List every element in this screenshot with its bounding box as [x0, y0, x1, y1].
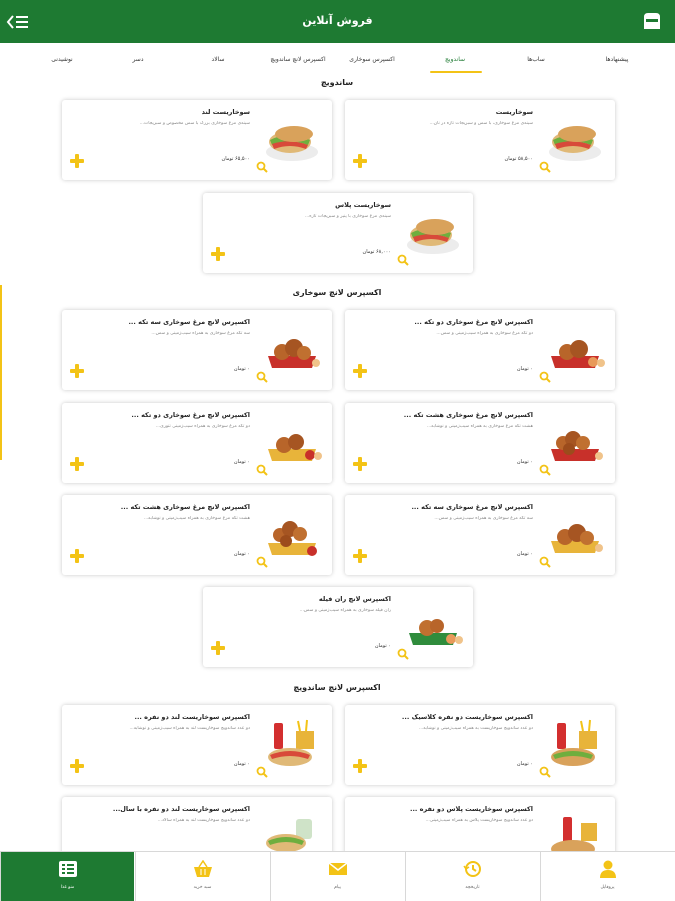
item-price: ۰ تومان	[233, 551, 250, 557]
subway-logo-icon	[641, 10, 663, 32]
item-description: سه تکه مرغ سوخاری به همراه سیب‌زمینی و سس...	[434, 516, 533, 521]
zoom-icon[interactable]	[256, 464, 268, 476]
item-description: دو عدد ساندویچ سوخاریست لند به همراه سیب‌زمینی و نوشابه...	[129, 726, 250, 731]
item-name: اکسپرس لانچ مرغ سوخاری سه تکه ...	[411, 503, 533, 511]
profile-icon	[598, 860, 618, 878]
item-name: سوخاریست	[495, 108, 533, 116]
sandwich-image	[260, 108, 324, 172]
item-description: سینه‌ی مرغ سوخاری بزرگ با سس مخصوص و سبزیجات...	[139, 121, 250, 126]
item-description: هشت تکه مرغ سوخاری به همراه سیب‌زمینی و نوشابه...	[426, 424, 533, 429]
add-to-cart-button[interactable]	[211, 247, 225, 261]
item-name: اکسپرس لانچ ران فیله	[318, 595, 391, 603]
add-to-cart-button[interactable]	[353, 154, 367, 168]
menu-list-icon	[58, 860, 78, 878]
item-name: اکسپرس لانچ مرغ سوخاری هشت تکه ...	[120, 503, 250, 511]
tab-drinks[interactable]: نوشیدنی	[51, 56, 73, 63]
item-description: سینه‌ی مرغ سوخاری با پنیر و سبزیجات تازه...	[304, 214, 391, 219]
item-price: ۰ تومان	[233, 761, 250, 767]
item-description: دو تکه مرغ سوخاری به همراه سیب‌زمینی و سس...	[436, 331, 533, 336]
item-price: ۶۸,۰۰۰ تومان	[362, 249, 391, 255]
add-to-cart-button[interactable]	[353, 759, 367, 773]
fried-chicken-image	[543, 318, 607, 382]
menu-item-card[interactable]	[62, 705, 332, 785]
item-description: دو عدد ساندویچ سوخاریست به همراه سیب‌زمینی و نوشابه...	[418, 726, 533, 731]
nav-food-menu[interactable]	[0, 852, 134, 901]
zoom-icon[interactable]	[539, 371, 551, 383]
basket-icon	[193, 860, 213, 878]
menu-item-card[interactable]	[345, 705, 615, 785]
fried-chicken-image	[260, 411, 324, 475]
item-price: ۰ تومان	[516, 366, 533, 372]
section-title: اکسپرس لانچ ساندویچ	[293, 683, 381, 692]
item-description: ران فیله سوخاری به همراه سیب‌زمینی و سس...	[299, 608, 391, 613]
add-to-cart-button[interactable]	[70, 457, 84, 471]
nav-messages[interactable]	[270, 852, 404, 901]
menu-item-card[interactable]	[62, 100, 332, 180]
category-tabs	[0, 43, 675, 77]
nav-label: پروفایل	[600, 885, 615, 890]
fried-chicken-image	[401, 595, 465, 659]
item-name: اکسپرس لانچ مرغ سوخاری هشت تکه ...	[403, 411, 533, 419]
item-description: دو عدد ساندویچ سوخاریست لند به همراه سالاد...	[157, 818, 250, 823]
item-price: ۰ تومان	[233, 366, 250, 372]
combo-meal-image	[260, 713, 324, 777]
item-price: ۵۸,۵۰۰ تومان	[504, 156, 533, 162]
menu-item-card[interactable]	[62, 403, 332, 483]
tab-subs[interactable]: ساب‌ها	[527, 56, 545, 63]
section-title: اکسپرس لانچ سوخاری	[292, 288, 382, 297]
item-description: دو عدد ساندویچ سوخاریست پلاس به همراه سیب‌زمینی...	[425, 818, 533, 823]
item-price: ۰ تومان	[516, 551, 533, 557]
section-title: ساندویچ	[320, 78, 354, 87]
add-to-cart-button[interactable]	[70, 549, 84, 563]
history-icon	[463, 860, 483, 878]
item-description: هشت تکه مرغ سوخاری به همراه سیب‌زمینی و نوشابه...	[143, 516, 250, 521]
menu-item-card[interactable]	[203, 193, 473, 273]
nav-label: منو غذا	[60, 885, 75, 890]
item-description: سینه‌ی مرغ سوخاری، با سس و سبزیجات تازه در نان...	[429, 121, 533, 126]
menu-item-card[interactable]	[345, 100, 615, 180]
item-price: ۰ تومان	[374, 643, 391, 649]
item-name: اکسپرس سوخاریست لند دو نفره با سال...	[112, 805, 250, 813]
item-name: اکسپرس سوخاریست لند دو نفره ...	[134, 713, 250, 721]
zoom-icon[interactable]	[256, 766, 268, 778]
nav-label: پیام	[334, 885, 341, 890]
nav-history[interactable]	[405, 852, 539, 901]
sandwich-image	[401, 201, 465, 265]
nav-label: تاریخچه	[465, 885, 480, 890]
item-name: سوخاریست لند	[201, 108, 250, 116]
zoom-icon[interactable]	[397, 254, 409, 266]
tab-salad[interactable]: سالاد	[211, 56, 225, 63]
tab-express-fried[interactable]: اکسپرس سوخاری	[349, 56, 395, 63]
add-to-cart-button[interactable]	[70, 364, 84, 378]
item-description: سه تکه مرغ سوخاری به همراه سیب‌زمینی و سس...	[151, 331, 250, 336]
fried-chicken-image	[543, 411, 607, 475]
add-to-cart-button[interactable]	[70, 759, 84, 773]
tab-dessert[interactable]: دسر	[132, 56, 144, 63]
tab-sandwich[interactable]: ساندویچ	[444, 56, 466, 63]
page-title: فروش آنلاین	[302, 14, 373, 27]
item-price: ۰ تومان	[516, 761, 533, 767]
combo-meal-image	[543, 713, 607, 777]
item-description: دو تکه مرغ سوخاری به همراه سیب‌زمینی تنوری...	[155, 424, 250, 429]
zoom-icon[interactable]	[256, 371, 268, 383]
bottom-navigation	[0, 851, 675, 901]
menu-item-card[interactable]	[203, 587, 473, 667]
active-tab-indicator	[430, 71, 482, 73]
item-price: ۰ تومان	[233, 459, 250, 465]
zoom-icon[interactable]	[539, 556, 551, 568]
fried-chicken-image	[260, 503, 324, 567]
zoom-icon[interactable]	[256, 556, 268, 568]
menu-item-card[interactable]	[62, 310, 332, 390]
menu-item-card[interactable]	[62, 495, 332, 575]
item-price: ۶۵,۵۰۰ تومان	[221, 156, 250, 162]
tab-express-sandwich[interactable]: اکسپرس لانچ ساندویچ	[270, 56, 326, 63]
item-price: ۰ تومان	[516, 459, 533, 465]
add-to-cart-button[interactable]	[211, 641, 225, 655]
zoom-icon[interactable]	[539, 161, 551, 173]
add-to-cart-button[interactable]	[353, 457, 367, 471]
menu-item-card[interactable]	[345, 495, 615, 575]
message-icon	[328, 860, 348, 878]
nav-label: سبد خرید	[193, 885, 212, 890]
tab-offers[interactable]: پیشنهادها	[605, 56, 629, 63]
nav-basket[interactable]	[135, 852, 269, 901]
fried-chicken-image	[543, 503, 607, 567]
zoom-icon[interactable]	[539, 766, 551, 778]
zoom-icon[interactable]	[397, 648, 409, 660]
fried-chicken-image	[260, 318, 324, 382]
app-header	[0, 0, 675, 43]
item-name: اکسپرس لانچ مرغ سوخاری دو تکه ...	[131, 411, 250, 419]
add-to-cart-button[interactable]	[353, 364, 367, 378]
scroll-indicator	[0, 285, 2, 460]
menu-item-card[interactable]	[345, 403, 615, 483]
sandwich-image	[543, 108, 607, 172]
zoom-icon[interactable]	[256, 161, 268, 173]
item-name: اکسپرس لانچ مرغ سوخاری سه تکه ...	[128, 318, 250, 326]
menu-item-card[interactable]	[345, 310, 615, 390]
add-to-cart-button[interactable]	[70, 154, 84, 168]
item-name: اکسپرس سوخاریست پلاس دو نفره ...	[409, 805, 533, 813]
item-name: اکسپرس لانچ مرغ سوخاری دو تکه ...	[414, 318, 533, 326]
item-name: سوخاریست پلاس	[335, 201, 391, 209]
nav-profile[interactable]	[540, 852, 674, 901]
zoom-icon[interactable]	[539, 464, 551, 476]
add-to-cart-button[interactable]	[353, 549, 367, 563]
item-name: اکسپرس سوخاریست دو نفره کلاسیک ...	[401, 713, 533, 721]
